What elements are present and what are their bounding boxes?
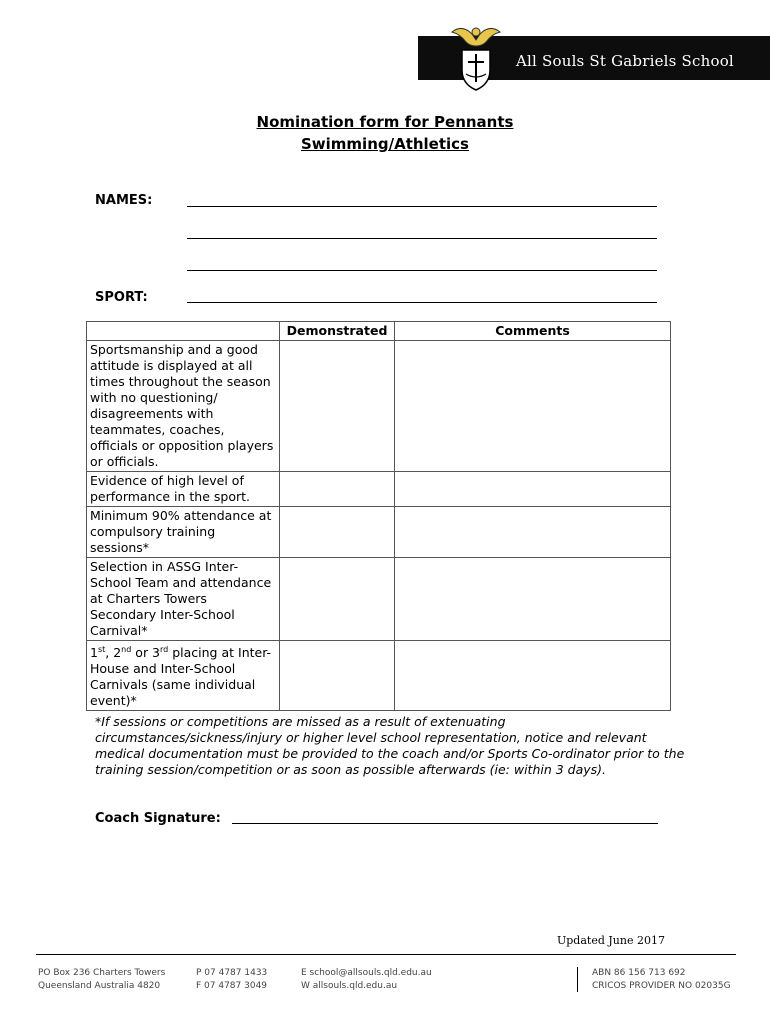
demonstrated-cell[interactable]	[280, 641, 395, 711]
names-label: NAMES:	[95, 193, 153, 208]
demonstrated-cell[interactable]	[280, 558, 395, 641]
criteria-cell: Sportsmanship and a good attitude is displayed at all times throughout the season with no questioning/ disagreements with teammates, coaches, officials or opposition players or officials.	[87, 341, 280, 472]
sport-label: SPORT:	[95, 290, 148, 305]
table-row	[87, 507, 671, 558]
footer-address: PO Box 236 Charters Towers Queensland Australia 4820	[38, 968, 166, 991]
table-row	[87, 472, 671, 507]
demonstrated-cell[interactable]	[280, 472, 395, 507]
criteria-cell: Selection in ASSG Inter-School Team and attendance at Charters Towers Secondary Inter-School Carnival*	[87, 558, 280, 641]
comments-cell[interactable]	[395, 641, 671, 711]
form-subtitle: Swimming/Athletics	[300, 135, 469, 153]
footer-divider	[36, 954, 736, 955]
names-line-2[interactable]	[187, 238, 657, 239]
table-row	[87, 341, 671, 472]
footer-vertical-divider	[577, 967, 578, 992]
coach-signature-line[interactable]	[232, 823, 658, 824]
coach-signature-label: Coach Signature:	[95, 811, 221, 826]
footer-web: E school@allsouls.qld.edu.au W allsouls.qld.edu.au	[301, 968, 432, 991]
criteria-cell: Evidence of high level of performance in the sport.	[87, 472, 280, 507]
school-crest-icon	[446, 20, 506, 100]
comments-cell[interactable]	[395, 341, 671, 472]
demonstrated-cell[interactable]	[280, 507, 395, 558]
header-criteria	[87, 322, 280, 341]
names-line-1[interactable]	[187, 206, 657, 207]
names-line-3[interactable]	[187, 270, 657, 271]
table-header-row	[87, 322, 671, 341]
header-comments: Comments	[395, 322, 671, 341]
table-row	[87, 641, 671, 711]
comments-cell[interactable]	[395, 472, 671, 507]
demonstrated-cell[interactable]	[280, 341, 395, 472]
school-name: All Souls St Gabriels School	[516, 52, 734, 70]
criteria-cell: 1st, 2nd or 3rd placing at Inter-House and Inter-School Carnivals (same individual event)*	[87, 641, 280, 711]
form-title: Nomination form for Pennants	[256, 113, 514, 131]
table-row	[87, 558, 671, 641]
sport-line[interactable]	[187, 302, 657, 303]
comments-cell[interactable]	[395, 558, 671, 641]
footer-phone: P 07 4787 1433 F 07 4787 3049	[196, 968, 268, 991]
updated-date: Updated June 2017	[557, 934, 665, 947]
header-demonstrated: Demonstrated	[280, 322, 395, 341]
criteria-cell: Minimum 90% attendance at compulsory training sessions*	[87, 507, 280, 558]
footer-registration: ABN 86 156 713 692 CRICOS PROVIDER NO 02035G	[592, 968, 731, 991]
comments-cell[interactable]	[395, 507, 671, 558]
criteria-table	[86, 321, 671, 711]
footnote: *If sessions or competitions are missed as a result of extenuating circumstances/sickness/injury or higher level school representation, notice and relevant medical documentation must be provided to the coach and/or Sports Co-ordinator prior to the training session/competition or as soon as possible afterwards (ie: within 3 days).	[95, 714, 685, 777]
